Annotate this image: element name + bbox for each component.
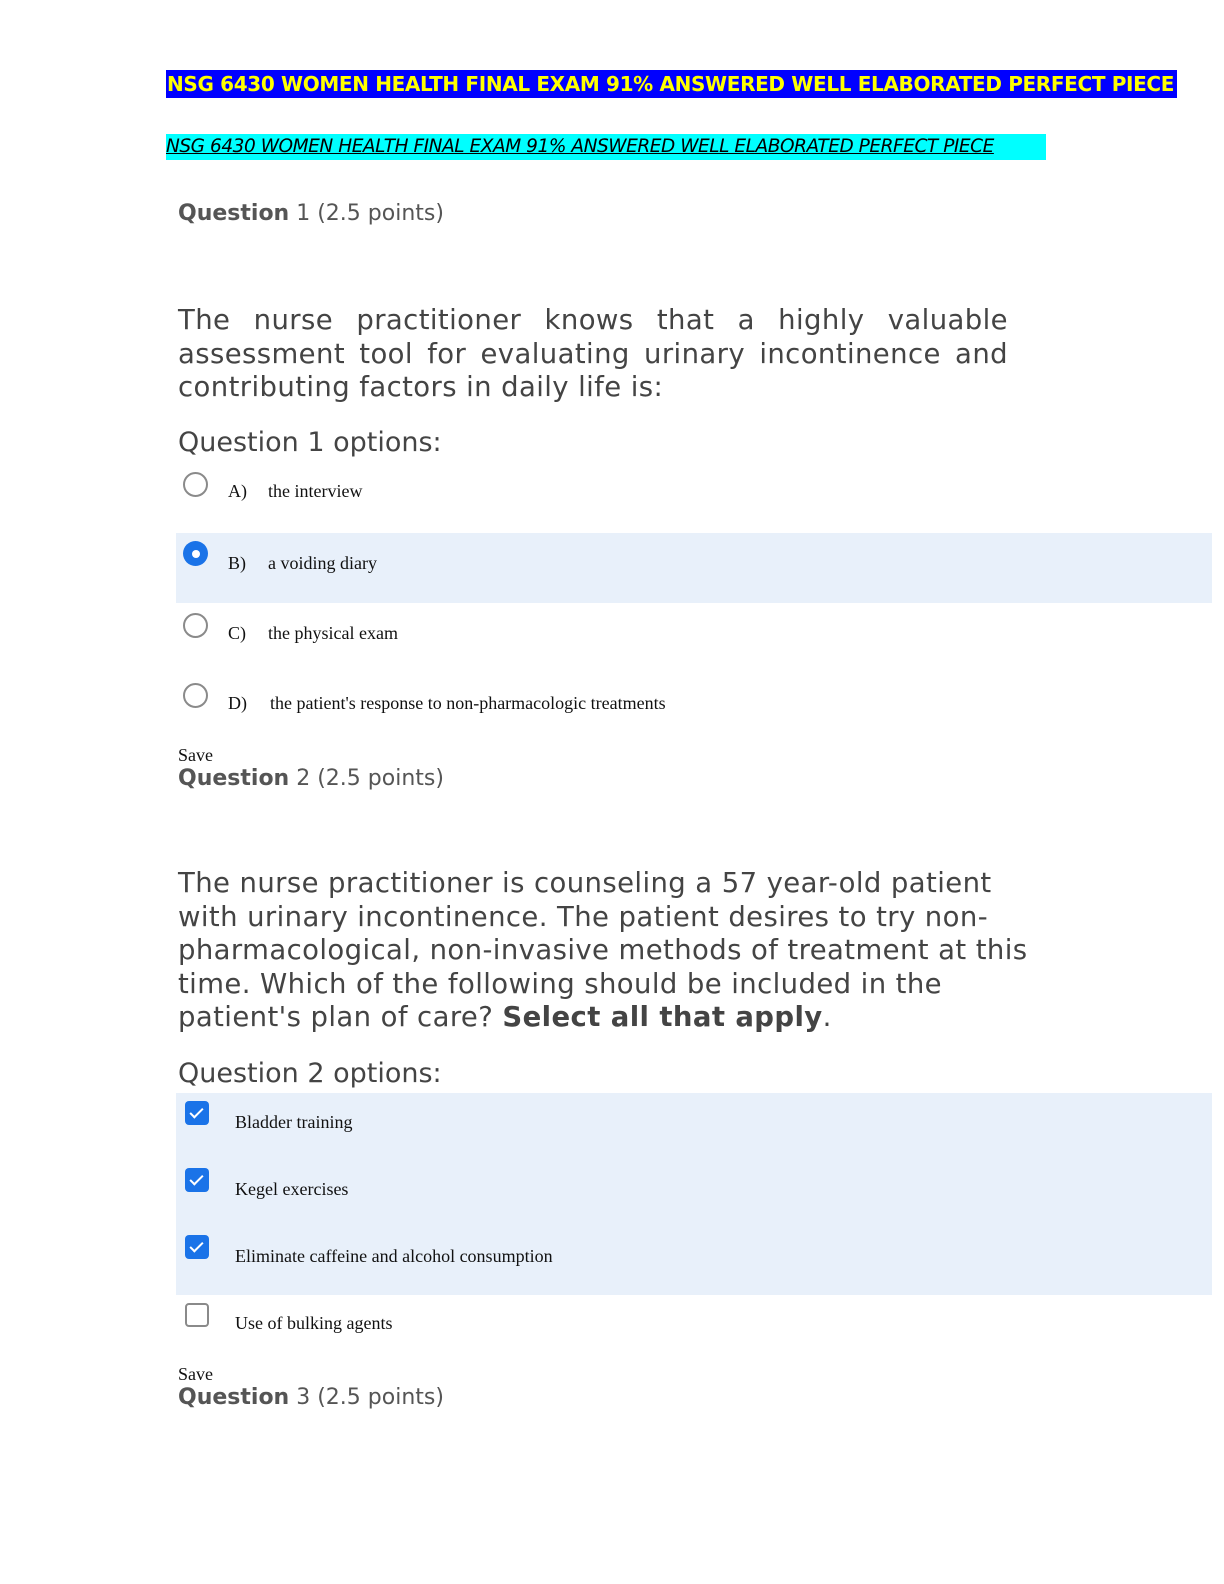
title-banner-primary: NSG 6430 WOMEN HEALTH FINAL EXAM 91% ANSWERED WELL ELABORATED PERFECT PIECE [166,70,1177,98]
option-text: Use of bulking agents [235,1313,393,1333]
question-2-text-end: . [822,1001,832,1033]
question-label: Question [178,201,290,226]
checkbox-checked[interactable] [185,1168,209,1192]
question-points: (2.5 points) [317,201,444,226]
save-button[interactable]: Save [178,745,213,765]
option-text: the interview [268,481,363,501]
option-text: the physical exam [268,623,398,643]
option-letter: A) [228,481,247,501]
radio-button[interactable] [183,472,208,497]
question-number: 1 [296,201,311,226]
option-text: the patient's response to non-pharmacologic treatments [270,693,666,713]
question-1-options-title: Question 1 options: [178,427,442,458]
question-number: 3 [296,1385,311,1410]
question-points: (2.5 points) [317,766,444,791]
radio-button[interactable] [183,683,208,708]
option-letter: B) [228,553,246,573]
checkbox-checked[interactable] [185,1235,209,1259]
question-label: Question [178,1385,290,1410]
question-3-header [178,1385,444,1410]
question-number: 2 [296,766,311,791]
question-2-text [178,867,1038,1035]
question-points: (2.5 points) [317,1385,444,1410]
checkbox-unchecked[interactable] [185,1303,209,1327]
option-letter: D) [228,693,247,713]
option-text: Eliminate caffeine and alcohol consumption [235,1246,553,1266]
question-2-header [178,766,444,791]
save-button[interactable]: Save [178,1364,213,1384]
option-letter: C) [228,623,246,643]
question-label: Question [178,766,290,791]
radio-button[interactable] [183,613,208,638]
question-2-options-title: Question 2 options: [178,1058,442,1089]
option-text: Kegel exercises [235,1179,349,1199]
question-2-text-emphasis: Select all that apply [502,1001,823,1033]
title-banner-secondary: NSG 6430 WOMEN HEALTH FINAL EXAM 91% ANSWERED WELL ELABORATED PERFECT PIECE [166,134,1046,160]
question-1-text: The nurse practitioner knows that a highly valuable assessment tool for evaluating urinary incontinence and contributing factors in daily life is: [178,304,1008,403]
option-text: Bladder training [235,1112,353,1132]
radio-button-selected[interactable] [183,541,208,566]
question-2-text-main: The nurse practitioner is counseling a 57 year-old patient with urinary incontinence. The patient desires to try non-pharmacological, non-invasive methods of treatment at this time. Which of the following should be included in the patient's plan of care? [178,867,1028,1033]
question-1-header [178,201,444,226]
option-text: a voiding diary [268,553,377,573]
checkbox-checked[interactable] [185,1101,209,1125]
